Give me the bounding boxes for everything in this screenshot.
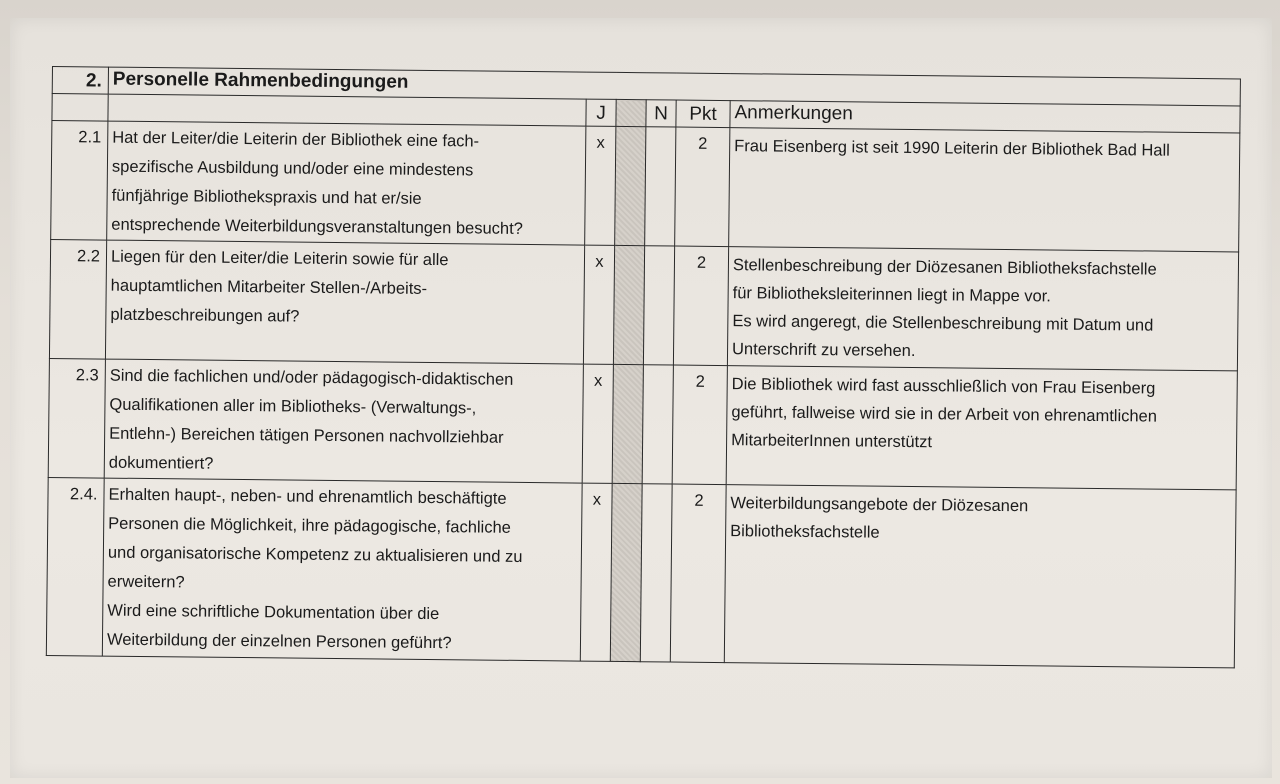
- item-number: 2.1: [51, 121, 108, 241]
- shaded-column: [613, 245, 644, 364]
- question-text: Liegen für den Leiter/die Leiterin sowie für alle hauptamtlichen Mitarbeiter Stellen-/Arbeits- platzbeschreibungen auf?: [105, 240, 584, 364]
- section-number: 2.: [52, 67, 108, 95]
- remarks-text: Stellenbeschreibung der Diözesanen Bibliotheksfachstelle für Bibliotheksleiterinnen liegt in Mappe vor. Es wird angeregt, die Stellenbeschreibung mit Datum und Unterschrift zu versehen.: [727, 247, 1238, 371]
- shaded-column: [615, 126, 646, 245]
- no-mark: [645, 127, 676, 246]
- remarks-text: Frau Eisenberg ist seit 1990 Leiterin der Bibliothek Bad Hall: [729, 128, 1240, 252]
- points-value: 2: [670, 484, 726, 663]
- no-mark: [642, 365, 673, 484]
- column-yes: J: [586, 99, 616, 126]
- yes-mark: x: [580, 483, 612, 661]
- table-row: [51, 121, 1240, 252]
- points-value: 2: [672, 365, 727, 485]
- item-number: 2.4.: [46, 477, 104, 656]
- shaded-column: [612, 364, 643, 483]
- points-value: 2: [673, 246, 728, 366]
- section-title: Personelle Rahmenbedingungen: [108, 67, 1240, 106]
- column-no: N: [646, 100, 676, 127]
- question-text: Hat der Leiter/die Leiterin der Bibliothek eine fach- spezifische Ausbildung und/oder eine mindestens fünfjährige Bibliothekspraxis und hat er/sie entsprechende Weiterbildungsveranstaltungen besucht?: [107, 121, 586, 245]
- yes-mark: x: [583, 245, 614, 364]
- show-through-text: [112, 690, 116, 707]
- question-text: Erhalten haupt-, neben- und ehrenamtlich beschäftigte Personen die Möglichkeit, ihre pädagogische, fachliche und organisatorische Kompetenz zu aktualisieren und zu erweitern? Wird eine schriftliche Dokumentation über die Weiterbildung der einzelnen Personen geführt?: [102, 478, 582, 661]
- column-remarks: Anmerkungen: [730, 101, 1240, 133]
- question-text: Sind die fachlichen und/oder pädagogisch-didaktischen Qualifikationen aller im Bibliotheks- (Verwaltungs-, Entlehn-) Bereichen tätigen Personen nachvollziehbar dokumentiert?: [104, 359, 583, 483]
- points-value: 2: [675, 127, 730, 247]
- table-row: [46, 477, 1236, 667]
- table-row: [48, 358, 1237, 489]
- personnel-table: [46, 66, 1241, 668]
- shaded-column: [610, 483, 642, 661]
- item-number: 2.3: [48, 358, 105, 478]
- column-points: Pkt: [676, 100, 730, 128]
- yes-mark: x: [585, 126, 616, 245]
- form-sheet: [46, 66, 1240, 682]
- table-row: [49, 239, 1238, 370]
- shaded-column: [616, 99, 646, 126]
- remarks-text: Die Bibliothek wird fast ausschließlich von Frau Eisenberg geführt, fallweise wird sie in der Arbeit von ehrenamtlichen MitarbeiterInnen unterstützt: [726, 366, 1237, 490]
- no-mark: [640, 484, 672, 662]
- remarks-text: Weiterbildungsangebote der Diözesanen Bibliotheksfachstelle: [724, 485, 1236, 668]
- item-number: 2.2: [49, 239, 106, 359]
- no-mark: [643, 246, 674, 365]
- yes-mark: x: [582, 364, 613, 483]
